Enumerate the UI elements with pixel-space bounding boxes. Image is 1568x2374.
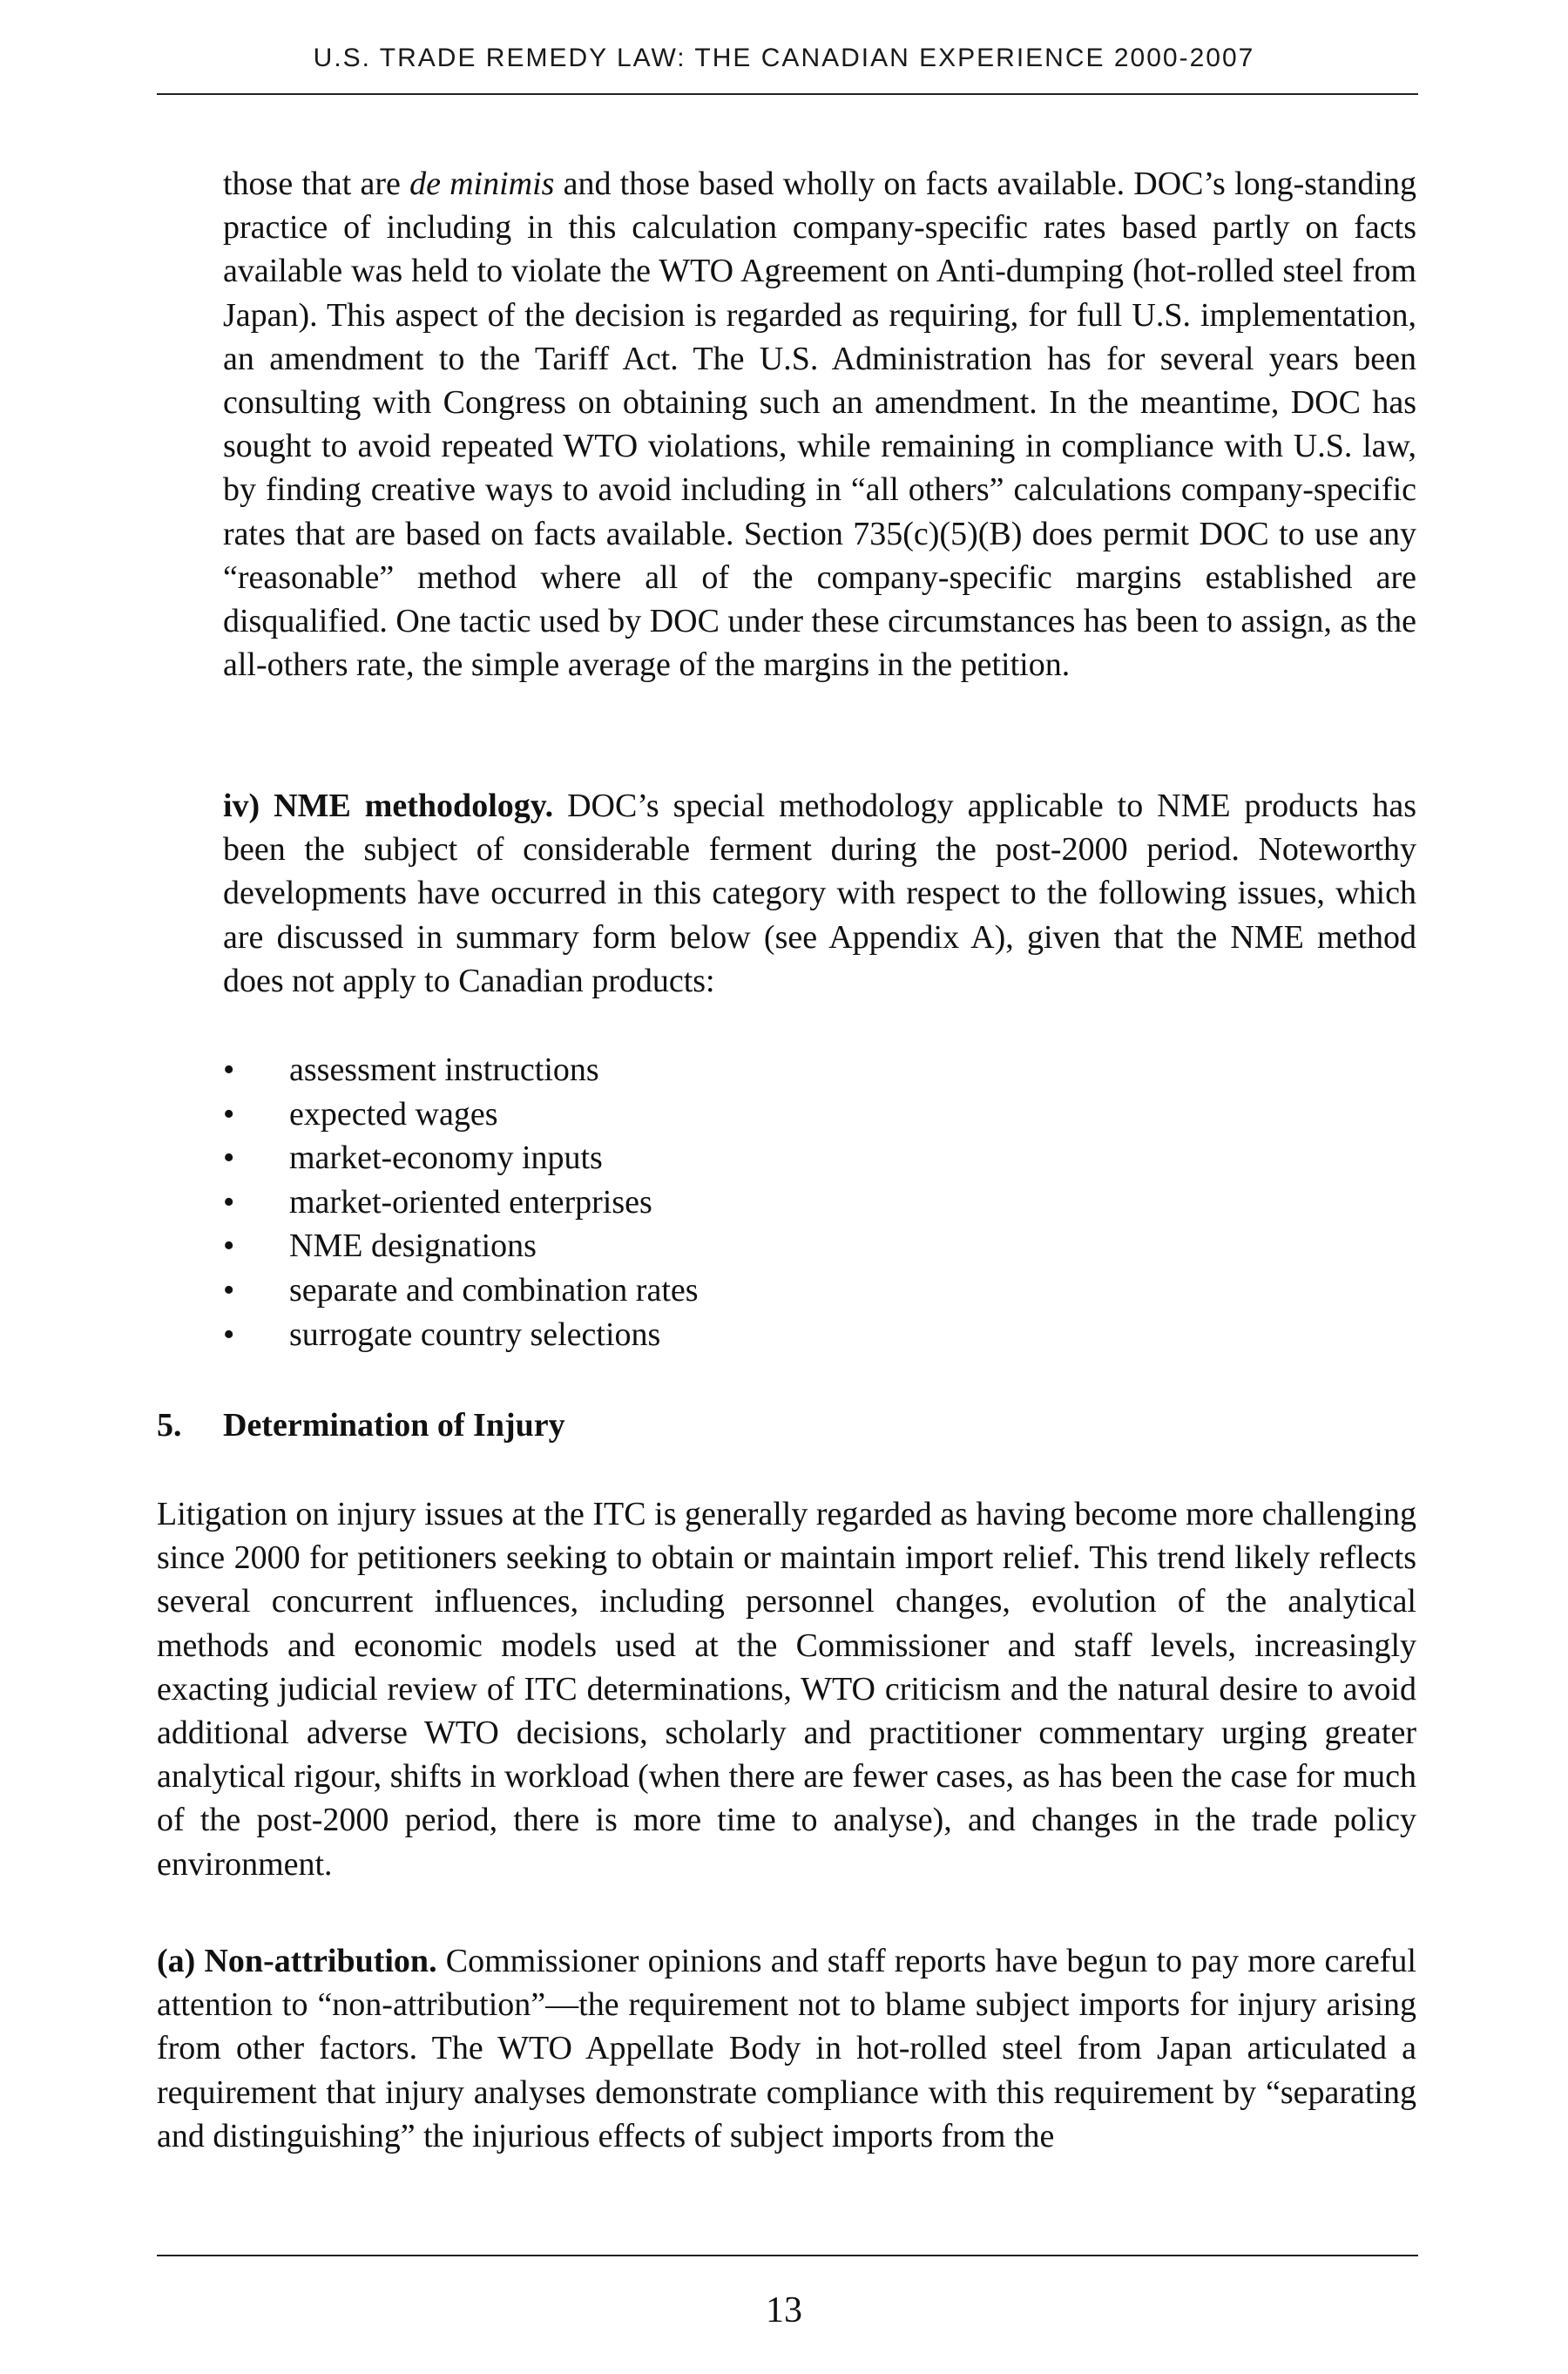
nme-issues-list [223, 1048, 699, 1356]
list-item: • market-oriented enterprises [223, 1180, 699, 1225]
paragraph-text: Commissioner opinions and staff reports have begun to pay more careful attention to “non-attribution”—the requirement not to blame subject imports for injury arising from other factors. The WTO Appellate Body in hot-rolled steel from Japan articulated a requirement that injury analyses demonstrate compliance with this requirement by “separating and distinguishing” the injurious effects of subject imports from the [157, 1943, 1416, 2154]
header-rule [157, 93, 1418, 95]
paragraph-text: DOC’s special methodology applicable to NME products has been the subject of considerable ferment during the post-2000 period. Noteworthy developments have occurred in this category with respect to the following issues, which are discussed in summary form below (see Appendix A), given that the NME method does not apply to Canadian products: [223, 788, 1416, 999]
list-item: • separate and combination rates [223, 1268, 699, 1313]
section-heading [157, 1406, 565, 1444]
paragraph-facts-available [223, 162, 1416, 686]
italic-term: de minimis [409, 166, 555, 202]
paragraph-nme-methodology [223, 784, 1416, 1003]
list-item: • expected wages [223, 1092, 699, 1137]
section-number: 5. [157, 1407, 182, 1444]
section-title: Determination of Injury [223, 1407, 565, 1444]
list-item: • market-economy inputs [223, 1136, 699, 1180]
footer-rule [157, 2255, 1418, 2256]
paragraph-lead: (a) Non-attribution. [157, 1943, 437, 1979]
paragraph-non-attribution [157, 1939, 1416, 2158]
list-item: • surrogate country selections [223, 1313, 699, 1357]
paragraph-lead: iv) NME methodology. [223, 788, 554, 824]
paragraph-text: those that are [223, 166, 410, 202]
list-item: • NME designations [223, 1224, 699, 1268]
paragraph-text: and those based wholly on facts available. DOC’s long-standing practice of including in this calculation company-specific rates based partly on facts available was held to violate the WTO Agreement on Anti-dumping (hot-rolled steel from Japan). This aspect of the decision is regarded as requiring, for full U.S. implementation, an amendment to the Tariff Act. The U.S. Administration has for several years been consulting with Congress on obtaining such an amendment. In the meantime, DOC has sought to avoid repeated WTO violations, while remaining in compliance with U.S. law, by finding creative ways to avoid including in “all others” calculations company-specific rates that are based on facts available. Section 735(c)(5)(B) does permit DOC to use any “reasonable” method where all of the company-specific margins established are disqualified. One tactic used by DOC under these circumstances has been to assign, as the all-others rate, the simple average of the margins in the petition. [223, 166, 1416, 684]
running-head: U.S. TRADE REMEDY LAW: THE CANADIAN EXPERIENCE 2000-2007 [313, 44, 1255, 72]
paragraph-injury-litigation: Litigation on injury issues at the ITC is generally regarded as having become more challenging since 2000 for petitioners seeking to obtain or maintain import relief. This trend likely reflects several concurrent influences, including personnel changes, evolution of the analytical methods and economic models used at the Commissioner and staff levels, increasingly exacting judicial review of ITC determinations, WTO criticism and the natural desire to avoid additional adverse WTO decisions, scholarly and practitioner commentary urging greater analytical rigour, shifts in workload (when there are fewer cases, as has been the case for much of the post-2000 period, there is more time to analyse), and changes in the trade policy environment. [157, 1496, 1416, 1883]
page-number: 13 [766, 2290, 802, 2330]
list-item: • assessment instructions [223, 1048, 699, 1092]
